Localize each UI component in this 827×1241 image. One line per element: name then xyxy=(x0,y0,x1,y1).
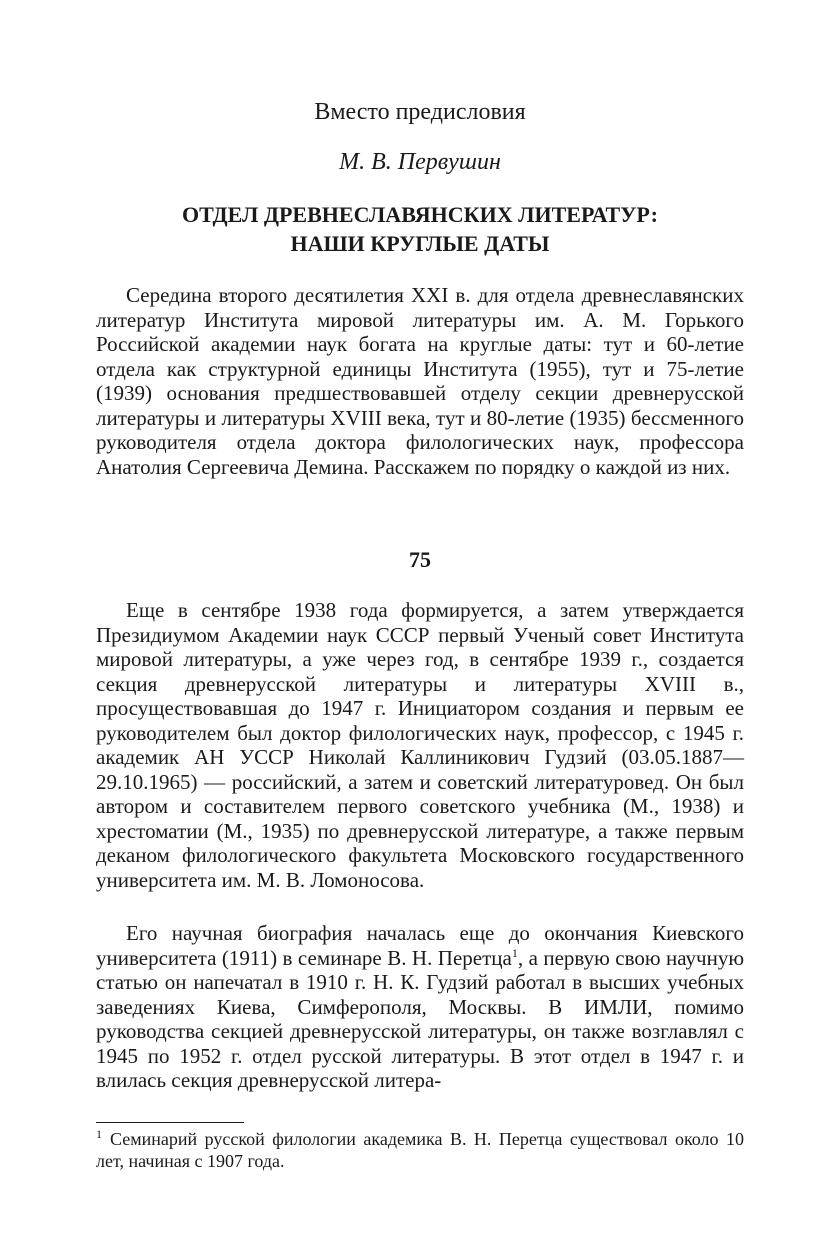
body-paragraph-2 xyxy=(96,921,744,1093)
footnote-text: Семинарий русской филологии академика В. Н. Перетца существовал около 10 лет, начиная с 1907 года. xyxy=(96,1129,744,1171)
body-paragraph-block-2 xyxy=(96,921,744,1093)
footnote-reference-mark[interactable]: 1 xyxy=(511,945,518,960)
footnote-divider xyxy=(96,1122,244,1123)
footnote-mark: 1 xyxy=(96,1127,102,1141)
section-label: Вместо предисловия xyxy=(314,99,526,125)
footnote xyxy=(96,1128,744,1172)
intro-paragraph: Середина второго десятилетия XXI в. для отдела древнеславянских литератур Института мировой литературы им. А. М. Горького Российской академии наук богата на круглые даты: тут и 60-летие отдела как структурной единицы Института (1955), тут и 75-летие (1939) основания предшествовавшей отделу секции древнерусской литературы и литературы XVIII века, тут и 80-летие (1935) бессменного руководителя отдела доктора филологических наук, профессора Анатолия Сергеевича Демина. Расскажем по порядку о каждой из них. xyxy=(96,283,744,479)
body-paragraph-2-end: , а первую свою научную статью он напечатал в 1910 г. Н. К. Гудзий работал в высших учебных заведениях Киева, Симферополя, Москвы. В ИМЛИ, помимо руководства секцией древнерусской литературы, он также возглавлял с 1945 по 1952 г. отдел русской литературы. В этот отдел в 1947 г. и влилась секция древнерусской литера- xyxy=(96,945,745,1092)
body-paragraph-block-1 xyxy=(96,598,744,892)
author-name: М. В. Первушин xyxy=(339,149,501,175)
article-title-line-2: НАШИ КРУГЛЫЕ ДАТЫ xyxy=(290,231,550,256)
section-heading-number: 75 xyxy=(409,547,431,572)
intro-paragraph-block xyxy=(96,283,744,479)
article-title-line-1: ОТДЕЛ ДРЕВНЕСЛАВЯНСКИХ ЛИТЕРАТУР: xyxy=(182,202,658,227)
body-paragraph-2-start: Его научная биография началась еще до окончания Киевского университета (1911) в семинаре В. Н. Перетца xyxy=(96,921,744,970)
article-title xyxy=(96,200,744,258)
body-paragraph-1: Еще в сентябре 1938 года формируется, а затем утверждается Президиумом Академии наук СССР первый Ученый совет Института мировой литературы, а уже через год, в сентябре 1939 г., создается секция древнерусской литературы и литературы XVIII в., просуществовавшая до 1947 г. Инициатором создания и первым ее руководителем был доктор филологических наук, профессор, с 1945 г. академик АН УССР Николай Каллиникович Гудзий (03.05.1887—29.10.1965) — российский, а затем и советский литературовед. Он был автором и составителем первого советского учебника (М., 1938) и хрестоматии (М., 1935) по древнерусской литературе, а также первым деканом филологического факультета Московского государственного университета им. М. В. Ломоносова. xyxy=(96,598,744,892)
